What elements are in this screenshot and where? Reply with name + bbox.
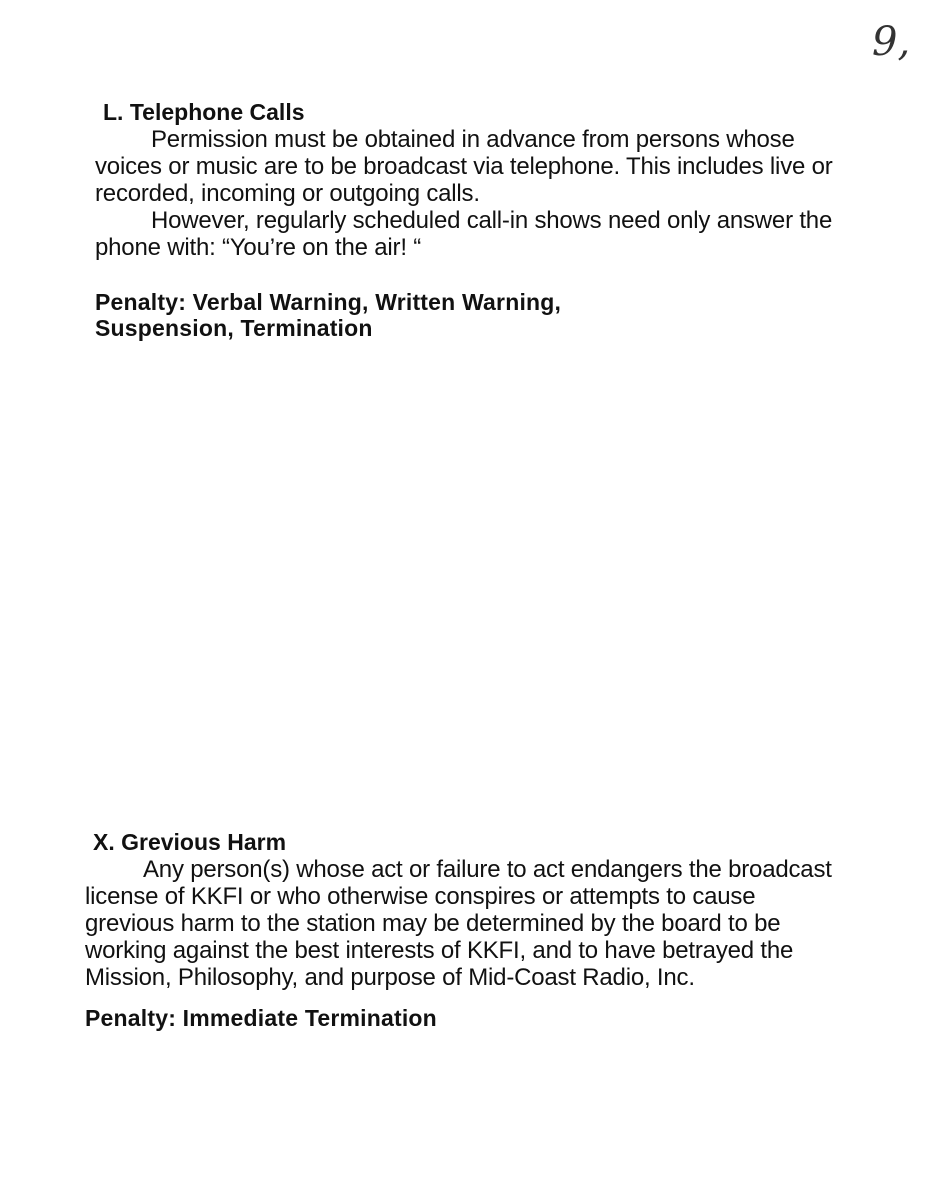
penalty-line: Suspension, Termination [95, 315, 373, 341]
section-heading: L. Telephone Calls [103, 99, 305, 125]
page-number: 9, [872, 19, 911, 65]
paragraph: Permission must be obtained in advance from persons whose voices or music are to be broadcast via telephone. This includes live or recorded, incoming or outgoing calls. [95, 126, 833, 207]
penalty-text: Penalty: Immediate Termination [85, 1005, 437, 1031]
paragraph: Any person(s) whose act or failure to act endangers the broadcast license of KKFI or who otherwise conspires or attempts to cause grevious harm to the station may be determined by the board to be working against the best interests of KKFI, and to have betrayed the Mission, Philosophy, and purpose of Mid-Coast Radio, Inc. [85, 856, 832, 991]
section-grevious-harm [85, 828, 845, 1031]
paragraph: However, regularly scheduled call-in shows need only answer the phone with: “You’re on the air! “ [95, 207, 833, 261]
section-telephone-calls [95, 98, 855, 341]
penalty-line: Penalty: Verbal Warning, Written Warning, [95, 289, 562, 315]
section-heading: X. Grevious Harm [93, 829, 287, 855]
penalty-text [95, 289, 855, 341]
